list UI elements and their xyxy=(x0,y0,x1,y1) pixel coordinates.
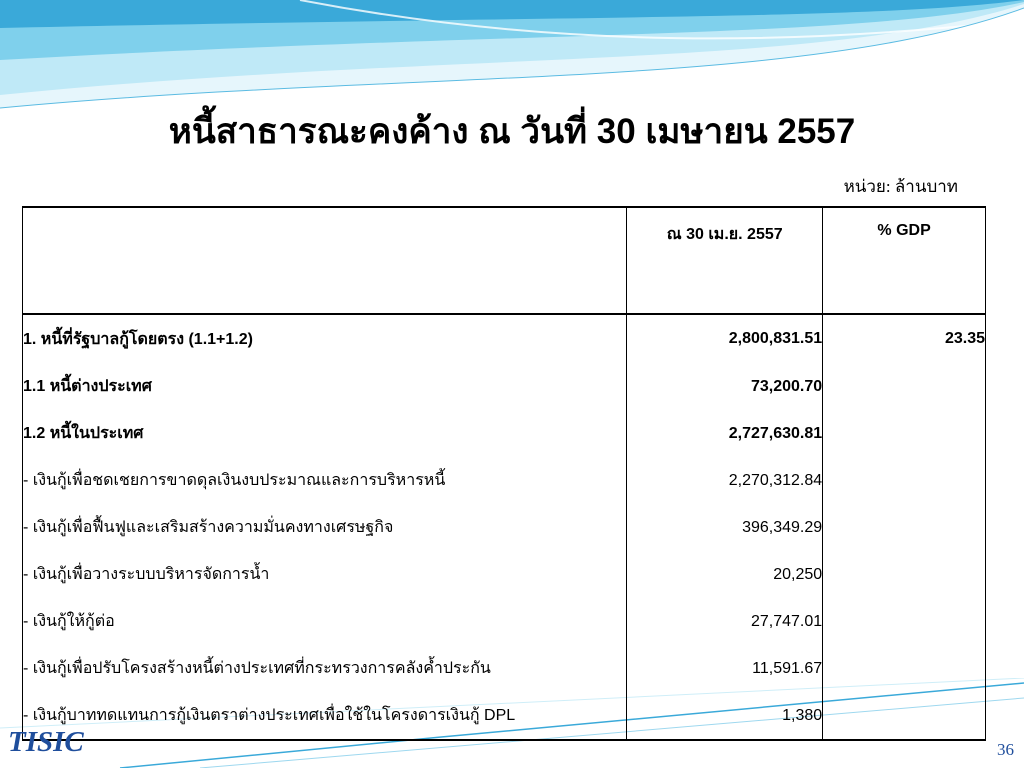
row-amount: 27,747.01 xyxy=(627,598,823,645)
row-amount: 396,349.29 xyxy=(627,504,823,551)
table-row xyxy=(23,504,986,551)
row-amount: 2,727,630.81 xyxy=(627,410,823,457)
row-label: 1.2 หนี้ในประเทศ xyxy=(23,410,627,457)
row-label: 1. หนี้ที่รัฐบาลกู้โดยตรง (1.1+1.2) xyxy=(23,314,627,363)
row-amount: 2,270,312.84 xyxy=(627,457,823,504)
table-row xyxy=(23,598,986,645)
decorative-wave-top xyxy=(0,0,1024,112)
row-gdp xyxy=(823,363,986,410)
row-gdp xyxy=(823,645,986,692)
public-debt-table xyxy=(22,206,986,741)
table-row xyxy=(23,363,986,410)
row-label: - เงินกู้เพื่อวางระบบบริหารจัดการน้ำ xyxy=(23,551,627,598)
tisic-logo: TISIC xyxy=(8,726,84,758)
row-amount: 11,591.67 xyxy=(627,645,823,692)
header-gdp-column: % GDP xyxy=(823,207,986,314)
row-label: 1.1 หนี้ต่างประเทศ xyxy=(23,363,627,410)
header-amount-column: ณ 30 เม.ย. 2557 xyxy=(627,207,823,314)
row-label: - เงินกู้เพื่อชดเชยการขาดดุลเงินงบประมาณและการบริหารหนี้ xyxy=(23,457,627,504)
row-gdp xyxy=(823,692,986,740)
row-gdp xyxy=(823,457,986,504)
row-amount: 73,200.70 xyxy=(627,363,823,410)
table-header-row xyxy=(23,207,986,314)
table-row xyxy=(23,551,986,598)
unit-label: หน่วย: ล้านบาท xyxy=(843,177,958,196)
row-amount: 2,800,831.51 xyxy=(627,314,823,363)
row-label: - เงินกู้เพื่อปรับโครงสร้างหนี้ต่างประเทศที่กระทรวงการคลังค้ำประกัน xyxy=(23,645,627,692)
row-gdp xyxy=(823,410,986,457)
row-label: - เงินกู้เพื่อฟื้นฟูและเสริมสร้างความมั่นคงทางเศรษฐกิจ xyxy=(23,504,627,551)
table-row xyxy=(23,645,986,692)
row-gdp: 23.35 xyxy=(823,314,986,363)
row-gdp xyxy=(823,551,986,598)
table-row xyxy=(23,410,986,457)
row-label: - เงินกู้ให้กู้ต่อ xyxy=(23,598,627,645)
header-label-column xyxy=(23,207,627,314)
row-label: - เงินกู้บาททดแทนการกู้เงินตราต่างประเทศเพื่อใช้ในโครงดารเงินกู้ DPL xyxy=(23,692,627,740)
row-gdp xyxy=(823,504,986,551)
table-row xyxy=(23,692,986,740)
row-gdp xyxy=(823,598,986,645)
table-row xyxy=(23,314,986,363)
row-amount: 20,250 xyxy=(627,551,823,598)
table-row xyxy=(23,457,986,504)
slide-title: หนี้สาธารณะคงค้าง ณ วันที่ 30 เมษายน 2557 xyxy=(168,112,856,151)
row-amount: 1,380 xyxy=(627,692,823,740)
page-number: 36 xyxy=(997,740,1014,759)
